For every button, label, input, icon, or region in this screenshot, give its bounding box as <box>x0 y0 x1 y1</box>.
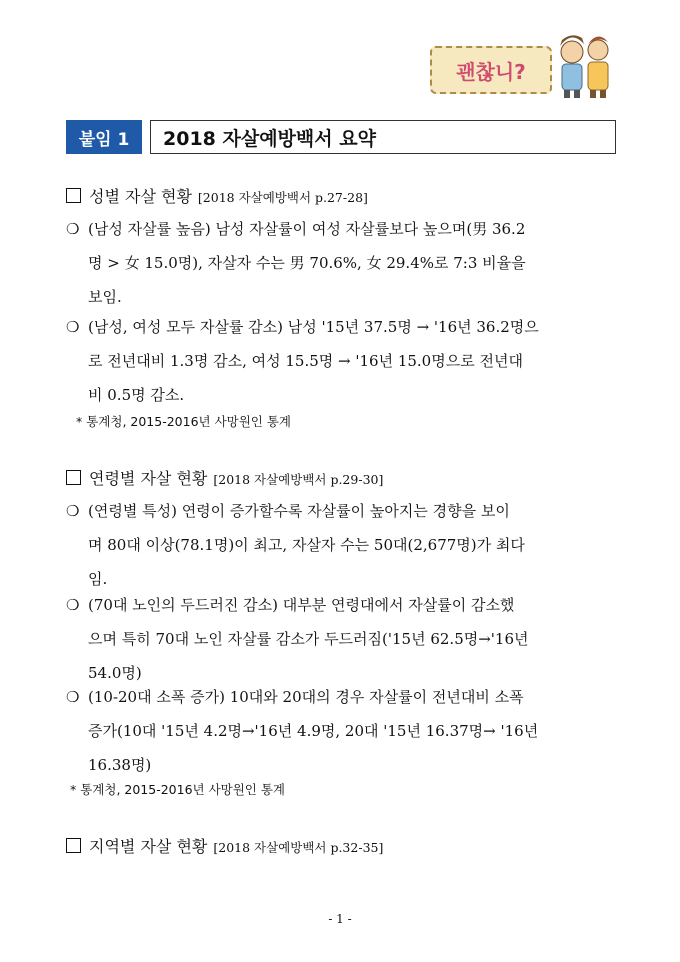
section-ref: [2018 자살예방백서 p.27-28] <box>197 190 368 205</box>
checkbox-square-icon <box>66 470 81 485</box>
bullet-line: (남성, 여성 모두 자살률 감소) 남성 '15년 37.5명 → '16년 36.2명으 <box>88 318 539 336</box>
header <box>66 120 616 156</box>
page-number: - 1 - <box>328 912 352 926</box>
bullet-line: 며 80대 이상(78.1명)이 최고, 자살자 수는 50대(2,677명)가 최다 <box>88 536 525 554</box>
circle-bullet-icon: ❍ <box>66 502 80 520</box>
bullet-line: 54.0명) <box>88 664 142 682</box>
source-note: * 통계청, 2015-2016년 사망원인 통계 <box>76 414 292 429</box>
bullet-line: (남성 자살률 높음) 남성 자살률이 여성 자살률보다 높으며(男 36.2 <box>88 220 526 238</box>
checkbox-square-icon <box>66 838 81 853</box>
checkbox-square-icon <box>66 188 81 203</box>
bullet-line: 비 0.5명 감소. <box>88 386 185 404</box>
section-heading: 지역별 자살 현황 <box>89 837 208 856</box>
logo-text: 괜찮니? <box>456 59 526 84</box>
page-title: 2018 자살예방백서 요약 <box>150 120 616 154</box>
section-ref: [2018 자살예방백서 p.32-35] <box>213 840 384 855</box>
section-heading: 성별 자살 현황 <box>89 187 192 206</box>
section-region-heading <box>66 834 383 857</box>
bullet-line: 로 전년대비 1.3명 감소, 여성 15.5명 → '16년 15.0명으로 전년대 <box>88 352 523 370</box>
bullet-line: (연령별 특성) 연령이 증가할수록 자살률이 높아지는 경향을 보이 <box>88 502 510 520</box>
circle-bullet-icon: ❍ <box>66 596 80 614</box>
section-gender-heading <box>66 184 368 207</box>
bullet-line: (70대 노인의 두드러진 감소) 대부분 연령대에서 자살률이 감소했 <box>88 596 515 614</box>
logo-sign <box>430 46 552 94</box>
logo <box>430 30 620 100</box>
children-illustration-icon <box>554 30 618 100</box>
bullet-line: 보임. <box>88 288 122 306</box>
bullet-line: 명 > 女 15.0명), 자살자 수는 男 70.6%, 女 29.4%로 7:3 비율을 <box>88 254 526 272</box>
section-ref: [2018 자살예방백서 p.29-30] <box>213 472 384 487</box>
section-age-heading <box>66 466 383 489</box>
bullet-line: (10-20대 소폭 증가) 10대와 20대의 경우 자살률이 전년대비 소폭 <box>88 688 524 706</box>
bullet-line: 으며 특히 70대 노인 자살률 감소가 두드러짐('15년 62.5명→'16년 <box>88 630 529 648</box>
circle-bullet-icon: ❍ <box>66 688 80 706</box>
source-note: * 통계청, 2015-2016년 사망원인 통계 <box>70 782 286 797</box>
circle-bullet-icon: ❍ <box>66 318 80 336</box>
circle-bullet-icon: ❍ <box>66 220 80 238</box>
bullet-line: 증가(10대 '15년 4.2명→'16년 4.9명, 20대 '15년 16.37명→ '16년 <box>88 722 539 740</box>
appendix-tag: 붙임 1 <box>66 120 142 154</box>
section-heading: 연령별 자살 현황 <box>89 469 208 488</box>
bullet-line: 16.38명) <box>88 756 152 774</box>
bullet-line: 임. <box>88 570 108 588</box>
